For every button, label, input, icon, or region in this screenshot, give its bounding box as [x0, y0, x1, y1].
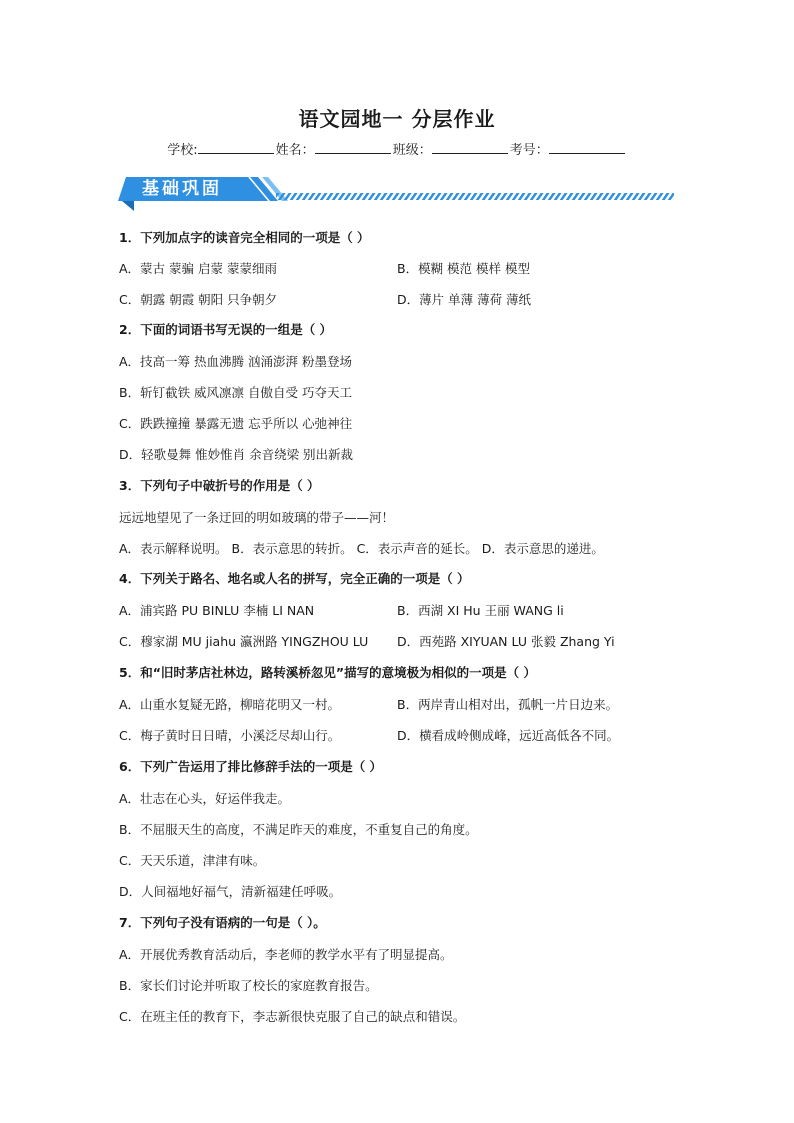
question-6-stem: 6．下列广告运用了排比修辞手法的一项是（ ） — [119, 759, 383, 774]
class-blank[interactable] — [432, 141, 508, 154]
question-3-options[interactable]: A．表示解释说明。 B．表示意思的转折。 C．表示声音的延长。 D．表示意思的递进。 — [119, 541, 604, 556]
question-2-option-b[interactable]: B．斩钉截铁 威风凛凛 自傲自受 巧夺天工 — [119, 385, 352, 400]
question-1-option-a[interactable]: A．蒙古 蒙骗 启蒙 蒙蒙细雨 — [119, 261, 277, 276]
question-1-option-d[interactable]: D．薄片 单薄 薄荷 薄纸 — [397, 292, 532, 307]
class-label: 班级： — [392, 143, 432, 158]
question-1-stem: 1．下列加点字的读音完全相同的一项是（ ） — [119, 230, 370, 245]
question-1-option-c[interactable]: C．朝露 朝霞 朝阳 只争朝夕 — [119, 292, 278, 307]
name-blank[interactable] — [315, 141, 391, 154]
section-label: 基础巩固 — [142, 179, 222, 199]
question-2-option-a[interactable]: A．技高一筹 热血沸腾 汹涌澎湃 粉墨登场 — [119, 354, 352, 369]
question-4-option-c[interactable]: C．穆家湖 MU jiahu 瀛洲路 YINGZHOU LU — [119, 634, 369, 649]
question-7-option-b[interactable]: B．家长们讨论并听取了校长的家庭教育报告。 — [119, 978, 378, 993]
question-6-option-b[interactable]: B．不屈服天生的高度，不满足昨天的难度，不重复自己的角度。 — [119, 822, 478, 837]
school-label: 学校: — [167, 143, 198, 158]
student-info-row — [0, 139, 794, 158]
question-5-option-b[interactable]: B．两岸青山相对出，孤帆一片日边来。 — [397, 697, 619, 712]
question-5-option-a[interactable]: A．山重水复疑无路，柳暗花明又一村。 — [119, 697, 341, 712]
question-4-option-d[interactable]: D．西苑路 XIYUAN LU 张毅 Zhang Yi — [397, 634, 615, 649]
question-2-option-c[interactable]: C．跌跌撞撞 暴露无遗 忘乎所以 心弛神往 — [119, 416, 353, 431]
question-7-option-c[interactable]: C．在班主任的教育下，李志新很快克服了自己的缺点和错误。 — [119, 1009, 466, 1024]
question-4-option-b[interactable]: B．西湖 XI Hu 王丽 WANG li — [397, 603, 564, 618]
question-3-sentence: 远远地望见了一条迂回的明如玻璃的带子——河！ — [119, 510, 395, 525]
question-5-option-c[interactable]: C．梅子黄时日日晴，小溪泛尽却山行。 — [119, 728, 341, 743]
question-7-option-a[interactable]: A．开展优秀教育活动后，李老师的教学水平有了明显提高。 — [119, 947, 453, 962]
school-blank[interactable] — [198, 141, 274, 154]
exam-number-blank[interactable] — [549, 141, 625, 154]
section-banner — [118, 171, 678, 213]
question-6-option-a[interactable]: A．壮志在心头，好运伴我走。 — [119, 791, 291, 806]
question-5-option-d[interactable]: D．横看成岭侧成峰，远近高低各不同。 — [397, 728, 620, 743]
name-label: 姓名： — [275, 143, 315, 158]
question-5-stem: 5．和“旧时茅店社林边，路转溪桥忽见”描写的意境极为相似的一项是（ ） — [119, 665, 536, 680]
question-3-stem: 3．下列句子中破折号的作用是（ ） — [119, 478, 320, 493]
question-6-option-d[interactable]: D．人间福地好福气，清新福建任呼吸。 — [119, 884, 342, 899]
question-4-stem: 4．下列关于路名、地名或人名的拼写，完全正确的一项是（ ） — [119, 571, 470, 586]
question-2-option-d[interactable]: D．轻歌曼舞 惟妙惟肖 余音绕梁 别出新裁 — [119, 447, 354, 462]
question-1-option-b[interactable]: B．模糊 模范 模样 模型 — [397, 261, 530, 276]
exam-number-label: 考号： — [509, 143, 549, 158]
question-7-stem: 7．下列句子没有语病的一句是（ ）。 — [119, 915, 326, 930]
question-2-stem: 2．下面的词语书写无误的一组是（ ） — [119, 322, 333, 337]
page-title: 语文园地一 分层作业 — [298, 107, 496, 131]
question-6-option-c[interactable]: C．天天乐道，津津有味。 — [119, 853, 266, 868]
question-4-option-a[interactable]: A．浦宾路 PU BINLU 李楠 LI NAN — [119, 603, 315, 618]
